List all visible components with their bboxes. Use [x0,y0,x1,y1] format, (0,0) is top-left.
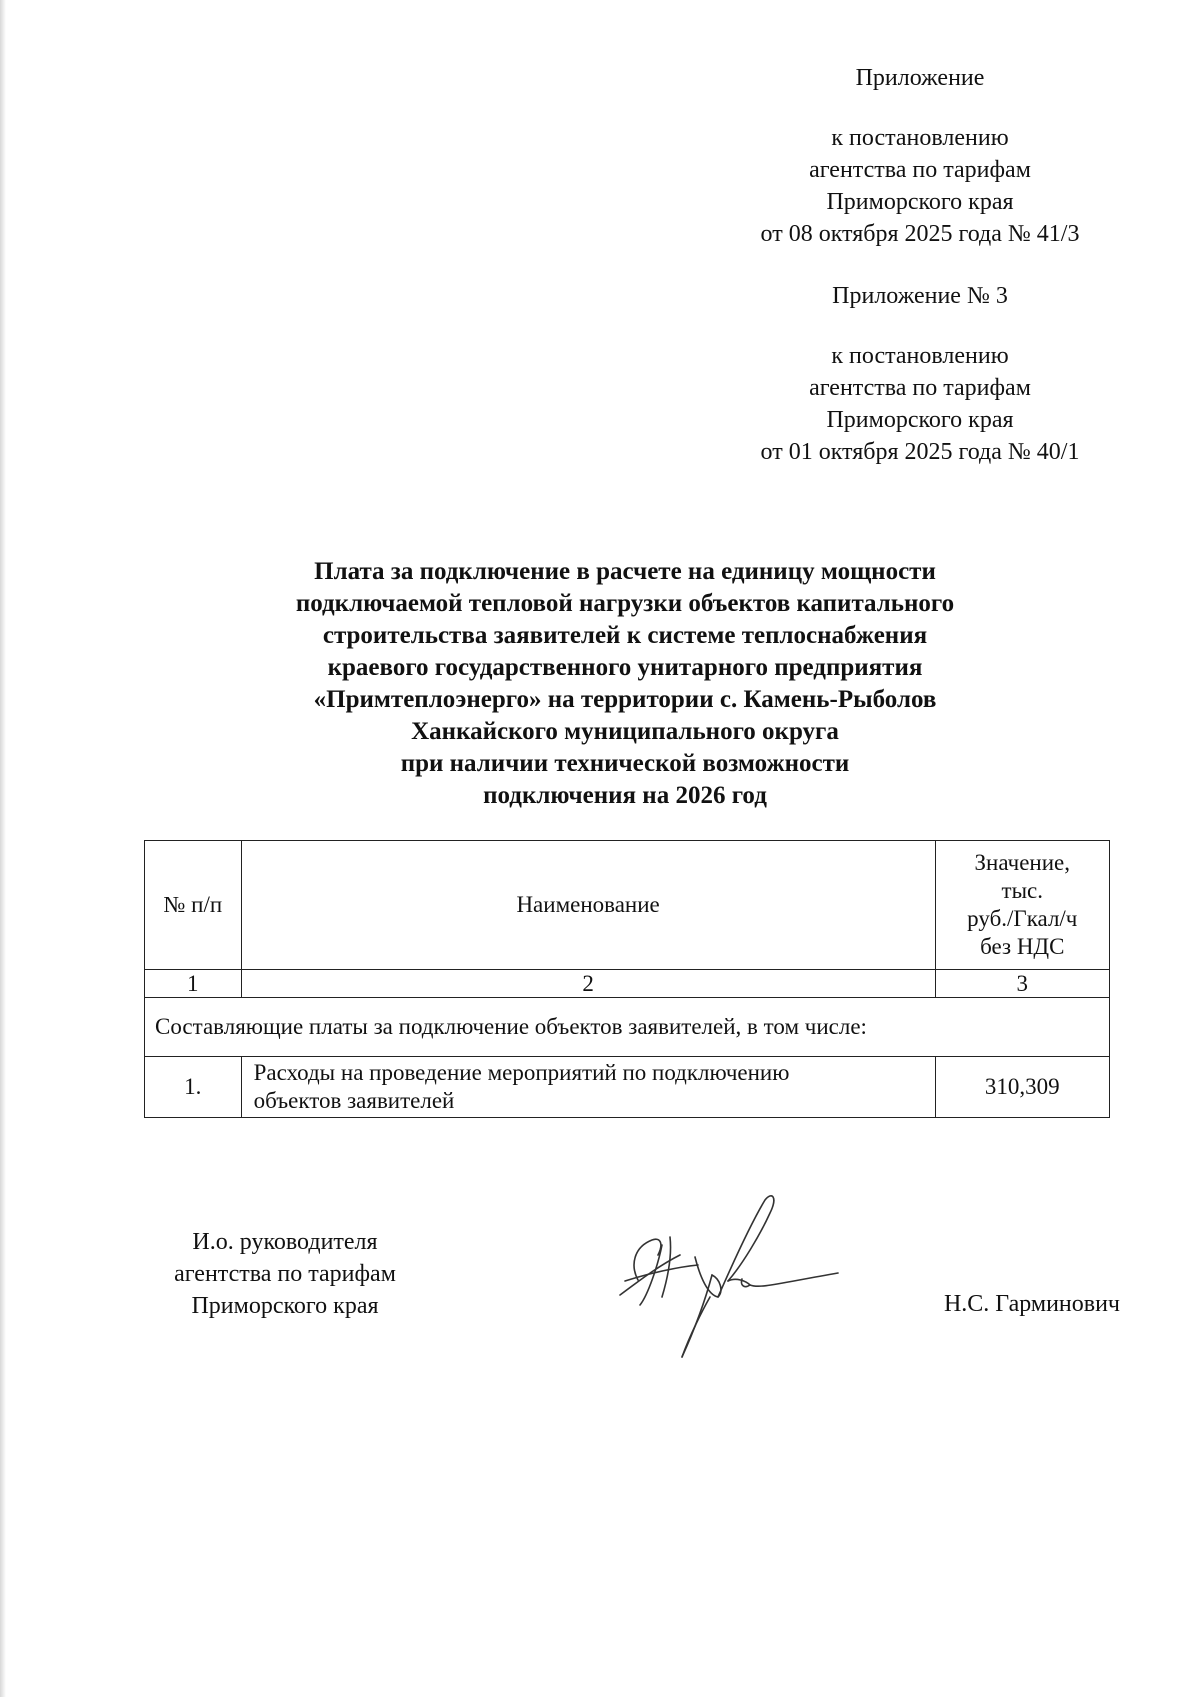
column-index: 3 [935,970,1109,998]
tariff-table [144,840,1110,1118]
title-line: Ханкайского муниципального округа [411,718,839,745]
column-index: 1 [145,970,242,998]
header-value [935,841,1109,970]
signatory-position-line: агентства по тарифам [174,1261,396,1287]
row-name-line: объектов заявителей [253,1088,455,1113]
annex-primary-line: к постановлению [831,125,1009,151]
signatory-name: Н.С. Гарминович [943,1291,1120,1317]
title-line: «Примтеплоэнерго» на территории с. Камень-Рыболов [313,686,937,713]
annex-secondary-date: от 01 октября 2025 года № 40/1 [760,439,1080,465]
signatory-position-line: Приморского края [191,1293,379,1319]
table-header-row [145,841,1110,970]
title-line: краевого государственного унитарного предприятия [327,654,923,681]
annex-secondary-line: агентства по тарифам [809,375,1031,401]
header-value-line: руб./Гкал/ч [967,906,1078,931]
header-value-line: Значение, [974,850,1071,875]
row-number: 1. [145,1057,242,1118]
scan-edge-shadow [0,0,6,1697]
title-line: строительства заявителей к системе теплоснабжения [322,622,928,649]
signatory-position-line: И.о. руководителя [192,1229,378,1255]
handwritten-signature [600,1185,840,1365]
section-label: Составляющие платы за подключение объектов заявителей, в том числе: [145,998,1110,1057]
title-line: подключения на 2026 год [483,782,767,809]
title-line: при наличии технической возможности [400,750,850,777]
column-index-row [145,970,1110,998]
annex-primary-line: Приморского края [826,189,1014,215]
annex-primary-date: от 08 октября 2025 года № 41/3 [760,221,1080,247]
column-index: 2 [241,970,935,998]
table-row [145,1057,1110,1118]
document-title [150,556,1100,812]
section-row [145,998,1110,1057]
annex-primary-line: агентства по тарифам [809,157,1031,183]
title-line: подключаемой тепловой нагрузки объектов капитального [295,590,955,617]
annex-secondary-block [700,280,1140,468]
header-num: № п/п [145,841,242,970]
row-name [241,1057,935,1118]
annex-primary-title: Приложение [855,65,985,91]
row-name-line: Расходы на проведение мероприятий по подключению [253,1060,790,1085]
annex-primary-block [700,62,1140,250]
header-value-line: тыс. [1001,878,1044,903]
title-line: Плата за подключение в расчете на единицу мощности [314,558,936,585]
header-name: Наименование [241,841,935,970]
signatory-position [140,1226,430,1322]
annex-secondary-line: к постановлению [831,343,1009,369]
row-value: 310,309 [935,1057,1109,1118]
header-value-line: без НДС [980,934,1065,959]
annex-secondary-title: Приложение № 3 [832,283,1008,309]
annex-secondary-line: Приморского края [826,407,1014,433]
